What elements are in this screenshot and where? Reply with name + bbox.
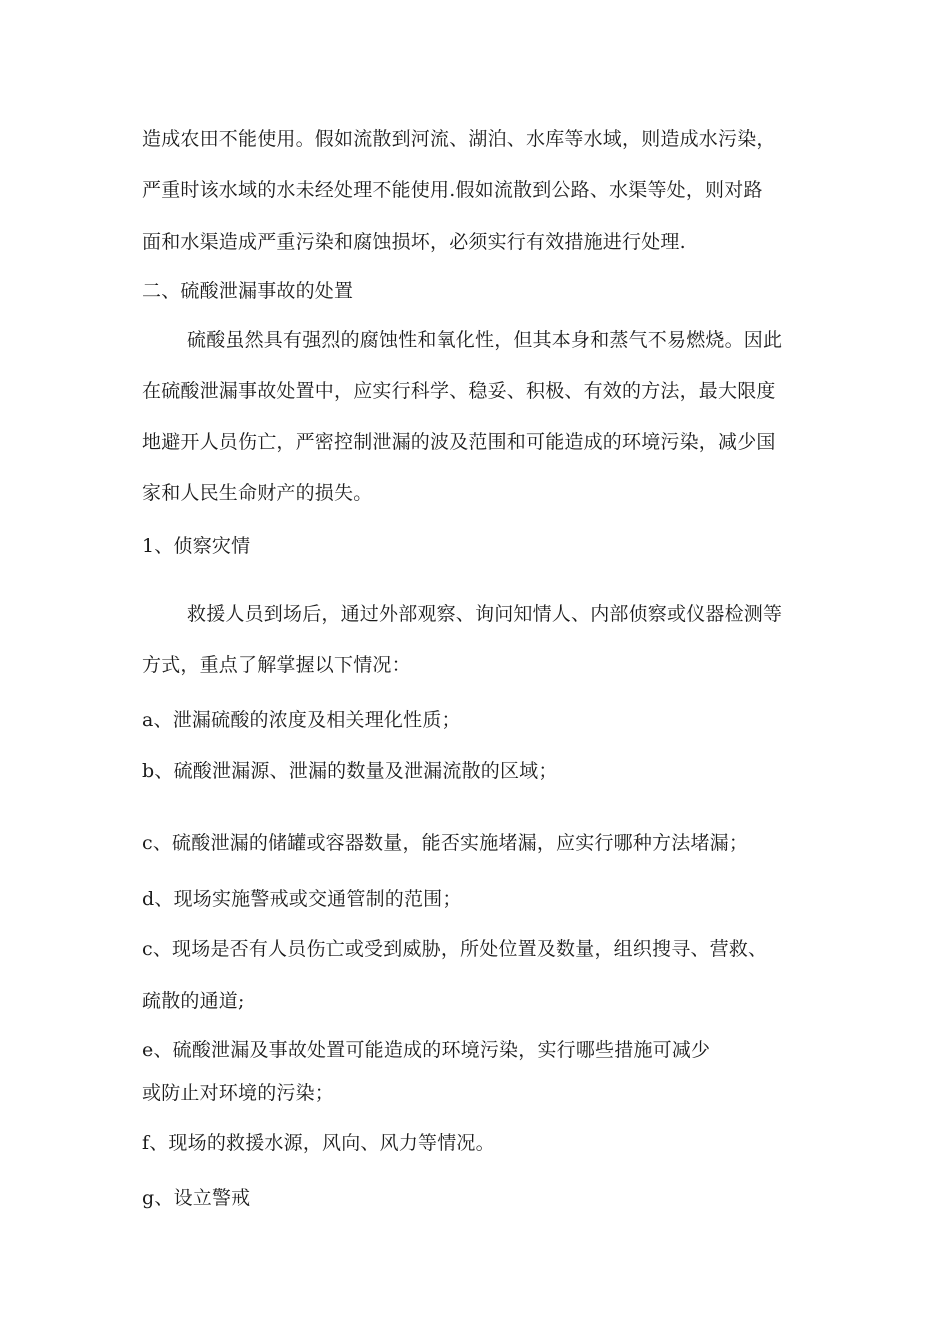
paragraph-line-4: 硫酸虽然具有强烈的腐蚀性和氧化性，但其本身和蒸气不易燃烧。因此 — [187, 329, 783, 351]
paragraph-line-1: 造成农田不能使用。假如流散到河流、湖泊、水库等水域，则造成水污染， — [142, 128, 776, 150]
list-item-c2: c、现场是否有人员伤亡或受到威胁，所处位置及数量，组织搜寻、营救、 — [142, 938, 768, 960]
list-item-b: b、硫酸泄漏源、泄漏的数量及泄漏流散的区域； — [142, 760, 558, 782]
paragraph-line-8: 救援人员到场后，通过外部观察、询问知情人、内部侦察或仪器检测等 — [187, 603, 783, 625]
section-heading: 二、硫酸泄漏事故的处置 — [142, 280, 354, 302]
list-item-d: d、现场实施警戒或交通管制的范围； — [142, 888, 462, 910]
list-item-g: g、设立警戒 — [142, 1187, 251, 1209]
paragraph-line-5: 在硫酸泄漏事故处置中，应实行科学、稳妥、积极、有效的方法，最大限度 — [142, 380, 776, 402]
list-item-c: c、硫酸泄漏的储罐或容器数量，能否实施堵漏，应实行哪种方法堵漏； — [142, 832, 749, 854]
paragraph-line-6: 地避开人员伤亡，严密控制泄漏的波及范围和可能造成的环境污染，减少国 — [142, 431, 776, 453]
list-item-e: e、硫酸泄漏及事故处置可能造成的环境污染，实行哪些措施可减少 — [142, 1039, 711, 1061]
list-item-a: a、泄漏硫酸的浓度及相关理化性质； — [142, 709, 461, 731]
list-item-c2-cont: 疏散的通道; — [142, 990, 245, 1012]
list-item-f: f、现场的救援水源，风向、风力等情况。 — [142, 1132, 495, 1154]
paragraph-line-7: 家和人民生命财产的损失。 — [142, 482, 373, 504]
paragraph-line-3: 面和水渠造成严重污染和腐蚀损坏，必须实行有效措施进行处理. — [142, 231, 686, 253]
list-item-e-cont: 或防止对环境的污染； — [142, 1082, 335, 1104]
paragraph-line-9: 方式，重点了解掌握以下情况： — [142, 654, 411, 676]
subsection-heading: 1、侦察灾情 — [142, 535, 251, 557]
paragraph-line-2: 严重时该水域的水未经处理不能使用.假如流散到公路、水渠等处，则对路 — [142, 179, 763, 201]
